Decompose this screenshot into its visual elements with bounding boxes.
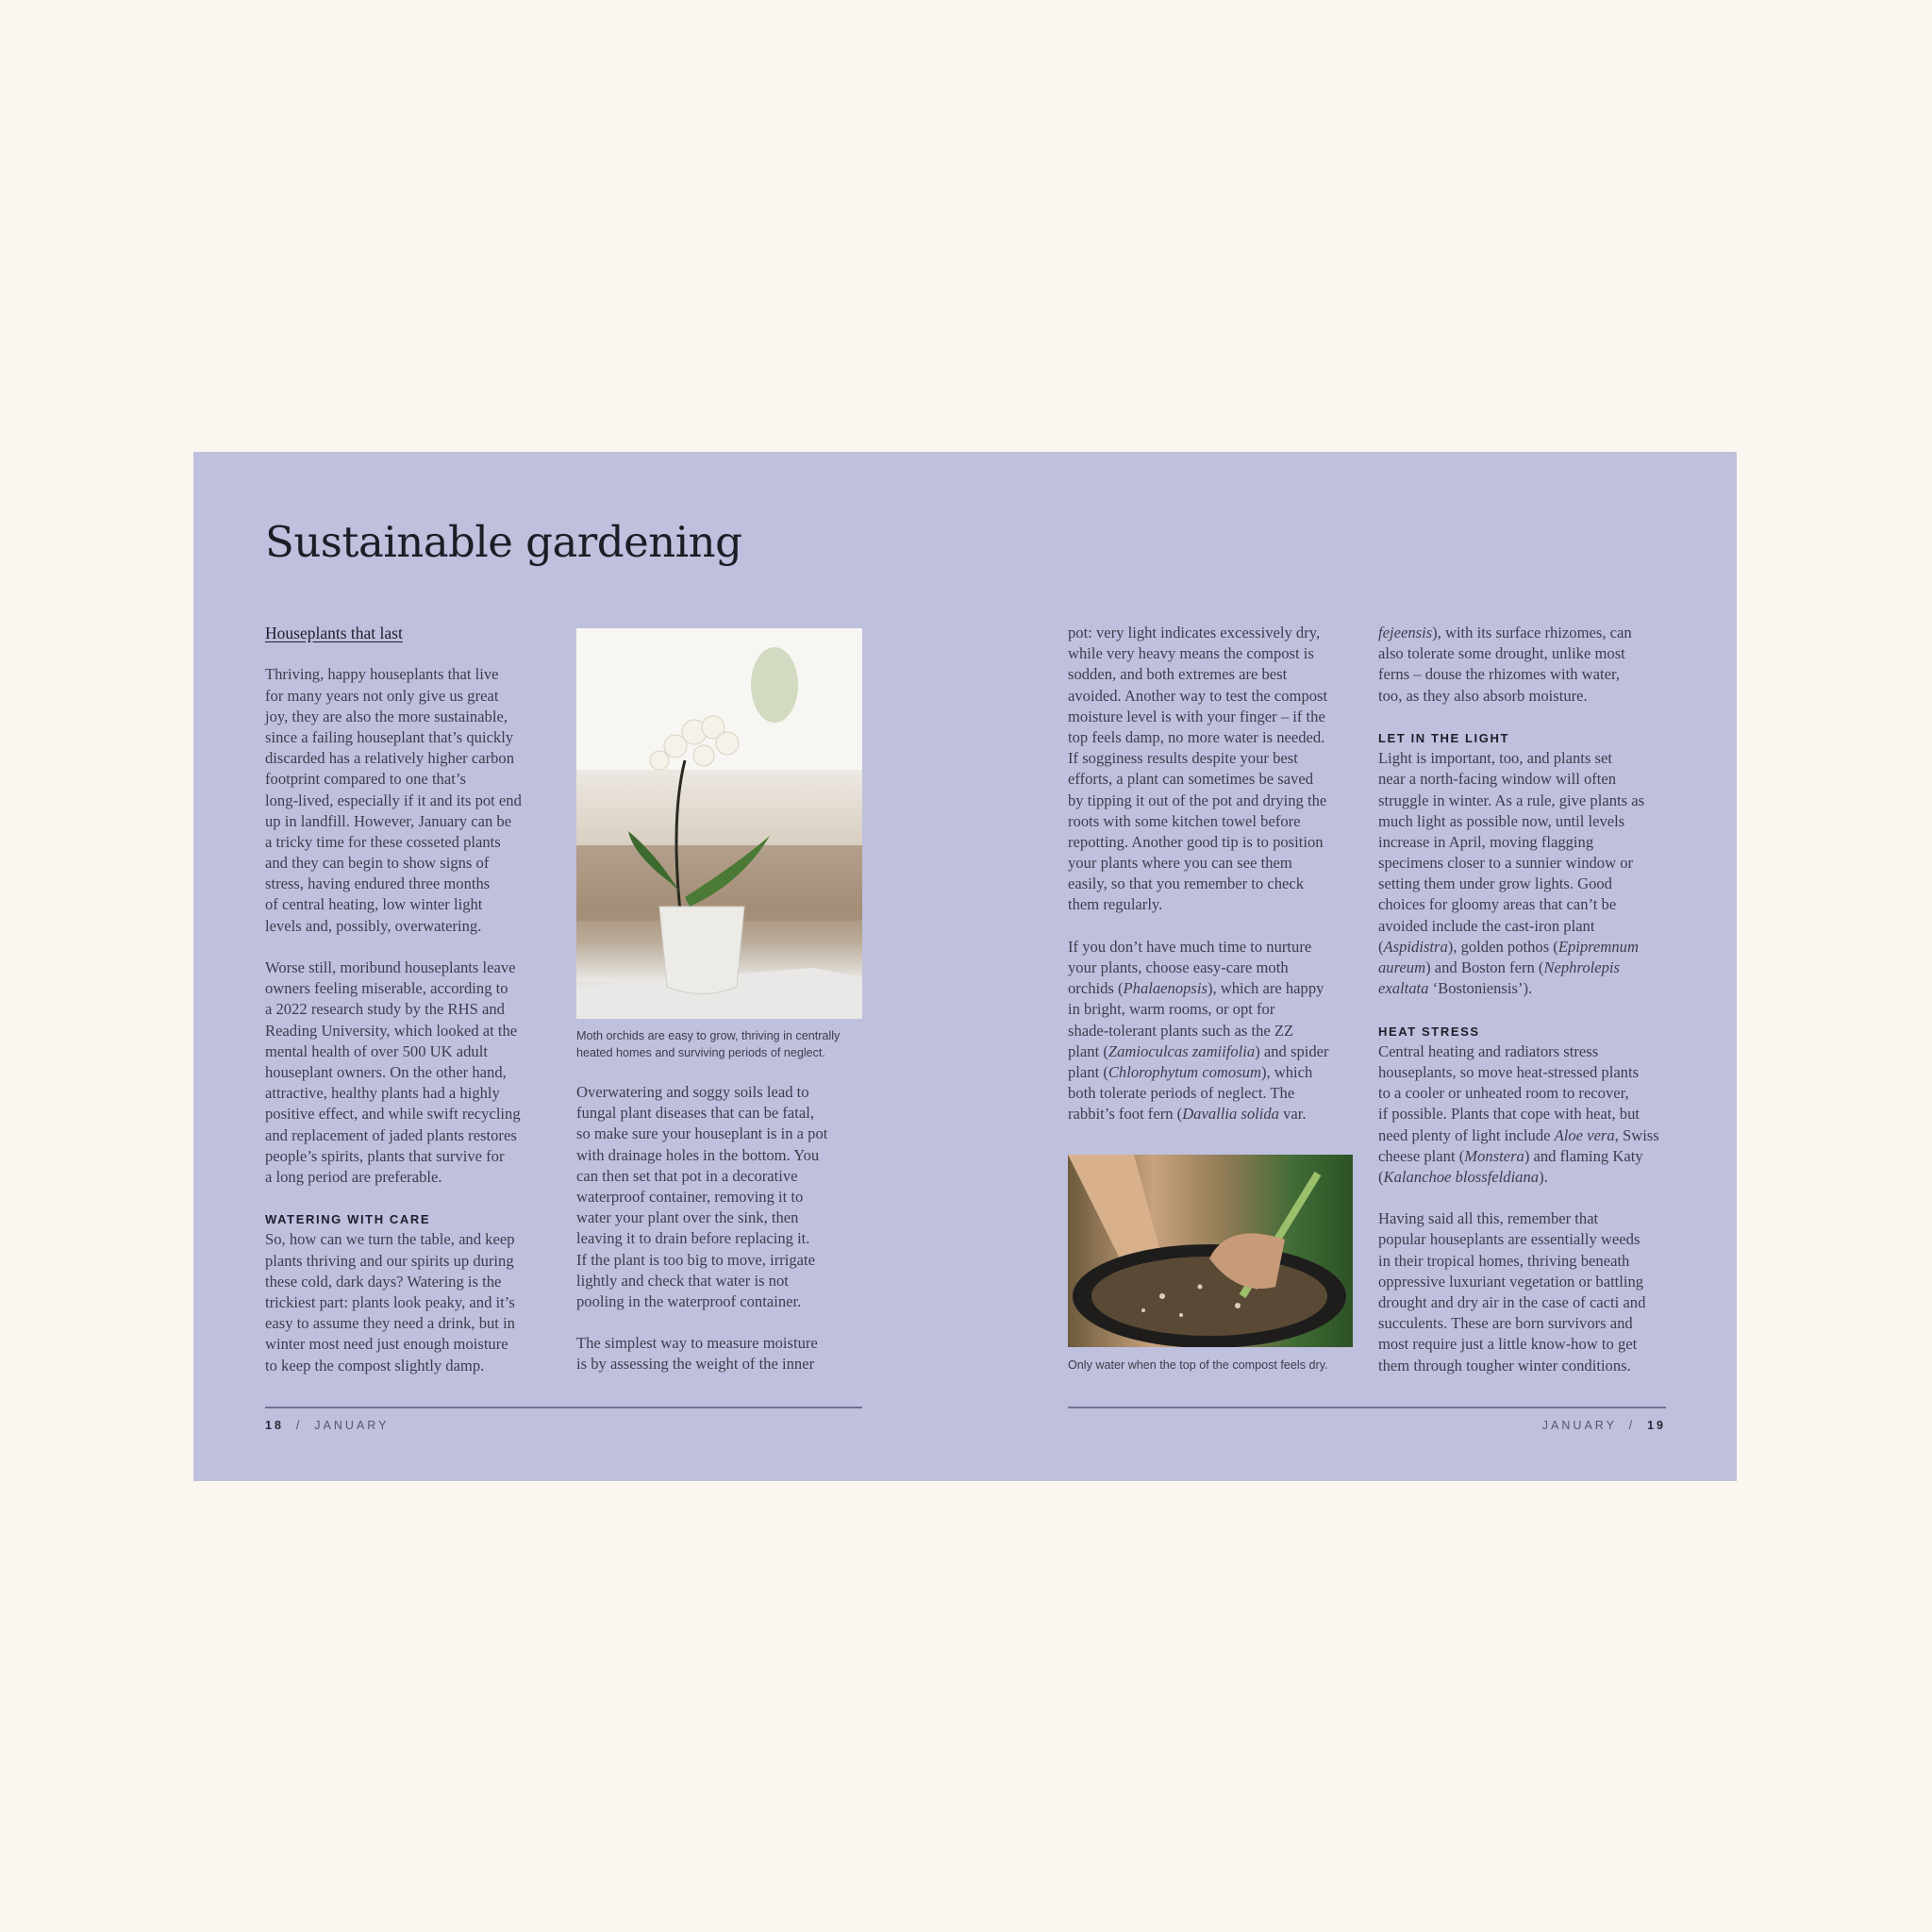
caption-line: heated homes and surviving periods of neglect. (576, 1046, 825, 1059)
text-line: a long period are preferable. (265, 1167, 442, 1186)
text-line: lightly and check that water is not (576, 1271, 789, 1290)
page-title: Sustainable gardening (265, 517, 742, 567)
text-line: near a north-facing window will often (1378, 770, 1617, 789)
text-line: attractive, healthy plants had a highly (265, 1084, 500, 1103)
page-number-left: 18 (265, 1419, 284, 1432)
italic-species-name: Kalanchoe blossfeldiana (1383, 1167, 1540, 1186)
text-line: oppressive luxuriant vegetation or battling (1378, 1272, 1644, 1291)
footer-left (265, 1419, 389, 1432)
blank-line (265, 643, 522, 664)
text-line: If sogginess results despite your best (1068, 749, 1298, 768)
caption-line: Moth orchids are easy to grow, thriving in centrally (576, 1029, 841, 1042)
text-line: if possible. Plants that cope with heat, but (1378, 1105, 1640, 1124)
section-heading: HEAT STRESS (1378, 1024, 1480, 1039)
text-line: by tipping it out of the pot and drying the (1068, 791, 1327, 809)
section-heading: WATERING WITH CARE (265, 1212, 431, 1227)
text-segment: ), golden pothos ( (1447, 937, 1558, 956)
italic-species-name: Nephrolepis (1543, 958, 1620, 976)
text-line (1378, 1167, 1659, 1188)
text-line: is by assessing the weight of the inner (576, 1355, 815, 1374)
text-segment: var. (1278, 1105, 1307, 1124)
text-segment: , Swiss (1614, 1125, 1659, 1144)
text-line: can then set that pot in a decorative (576, 1166, 798, 1185)
text-line: houseplant owners. On the other hand, (265, 1062, 507, 1081)
footer-separator: / (295, 1419, 303, 1432)
text-line: houseplants, so move heat-stressed plants (1378, 1062, 1640, 1081)
text-line: So, how can we turn the table, and keep (265, 1230, 515, 1249)
text-line: setting them under grow lights. Good (1378, 874, 1612, 893)
blank-line (265, 1188, 522, 1208)
text-line: discarded has a relatively higher carbon (265, 749, 515, 768)
text-line: these cold, dark days? Watering is the (265, 1272, 502, 1291)
italic-species-name: fejeensis (1378, 624, 1433, 641)
text-line: drought and dry air in the case of cacti and (1378, 1293, 1646, 1311)
italic-species-name: Davallia solida (1182, 1105, 1279, 1124)
text-line (1378, 1125, 1659, 1146)
text-line: plants thriving and our spirits up during (265, 1251, 514, 1270)
text-line: a 2022 research study by the RHS and (265, 1000, 505, 1019)
footer-separator: / (1628, 1419, 1636, 1432)
compost-photo (1068, 1155, 1353, 1347)
text-line: roots with some kitchen towel before (1068, 811, 1301, 830)
text-segment: ). (1539, 1167, 1548, 1186)
text-line: popular houseplants are essentially weeds (1378, 1230, 1641, 1249)
text-line: Reading University, which looked at the (265, 1021, 518, 1040)
text-line: them through tougher winter conditions. (1378, 1356, 1631, 1374)
text-line (1068, 1062, 1329, 1083)
text-segment: need plenty of light include (1378, 1125, 1555, 1144)
text-line: repotting. Another good tip is to position (1068, 832, 1324, 851)
text-line: winter most need just enough moisture (265, 1335, 508, 1354)
text-line: to a cooler or unheated room to recover, (1378, 1084, 1629, 1103)
text-line: If the plant is too big to move, irrigate (576, 1250, 815, 1269)
text-segment: ), which are happy (1207, 979, 1324, 998)
text-line: ferns – douse the rhizomes with water, (1378, 665, 1621, 684)
blank-line (576, 1312, 827, 1333)
text-line: water your plant over the sink, then (576, 1208, 799, 1227)
text-line: while very heavy means the compost is (1068, 644, 1314, 663)
text-segment: ) and flaming Katy (1524, 1146, 1643, 1165)
blank-line (265, 937, 522, 958)
text-line (1068, 978, 1329, 999)
text-line: struggle in winter. As a rule, give plants as (1378, 791, 1645, 809)
column-2 (576, 1082, 827, 1375)
text-line: Thriving, happy houseplants that live (265, 665, 499, 684)
text-line (1378, 937, 1659, 958)
text-line: Light is important, too, and plants set (1378, 749, 1612, 768)
text-line: also tolerate some drought, unlike most (1378, 644, 1625, 663)
text-line: and they can begin to show signs of (265, 854, 490, 873)
text-line (1378, 1146, 1659, 1167)
text-line: choices for gloomy areas that can’t be (1378, 895, 1617, 914)
text-line: Worse still, moribund houseplants leave (265, 958, 516, 976)
column-4 (1378, 623, 1659, 1376)
italic-species-name: Zamioculcas zamiifolia (1108, 1041, 1256, 1060)
text-line: sodden, and both extremes are best (1068, 665, 1288, 684)
text-segment: ( (1378, 1167, 1384, 1186)
italic-species-name: Aloe vera (1554, 1125, 1615, 1144)
text-line: waterproof container, removing it to (576, 1187, 804, 1206)
text-line: in bright, warm rooms, or opt for (1068, 1000, 1275, 1019)
text-segment: plant ( (1068, 1062, 1108, 1081)
orchid-photo (576, 628, 862, 1019)
text-line: increase in April, moving flagging (1378, 832, 1594, 851)
text-line: to keep the compost slightly damp. (265, 1356, 485, 1374)
text-line: long-lived, especially if it and its pot end (265, 791, 522, 809)
text-line (1378, 623, 1659, 643)
text-line: easy to assume they need a drink, but in (265, 1314, 515, 1333)
italic-species-name: aureum (1378, 958, 1426, 976)
text-line (1068, 1041, 1329, 1062)
text-segment: ), with its surface rhizomes, can (1432, 624, 1632, 641)
text-line: The simplest way to measure moisture (576, 1334, 818, 1353)
text-line: Central heating and radiators stress (1378, 1041, 1599, 1060)
text-line: Overwatering and soggy soils lead to (576, 1083, 809, 1101)
text-segment: ), which (1260, 1062, 1313, 1081)
text-line: so make sure your houseplant is in a pot (576, 1124, 828, 1143)
text-line: owners feeling miserable, according to (265, 979, 508, 998)
italic-species-name: Monstera (1464, 1146, 1524, 1165)
text-line: mental health of over 500 UK adult (265, 1041, 488, 1060)
text-line: avoided. Another way to test the compost (1068, 686, 1328, 705)
text-line: stress, having endured three months (265, 874, 491, 893)
column-1 (265, 623, 522, 1376)
text-line: efforts, a plant can sometimes be saved (1068, 770, 1314, 789)
text-line: both tolerate periods of neglect. The (1068, 1084, 1295, 1103)
text-segment: ) and Boston fern ( (1425, 958, 1544, 976)
text-line: up in landfill. However, January can be (265, 811, 512, 830)
text-line: moisture level is with your finger – if the (1068, 707, 1325, 725)
text-line: them regularly. (1068, 895, 1163, 914)
text-line: positive effect, and while swift recycling (265, 1105, 521, 1124)
text-line: for many years not only give us great (265, 686, 499, 705)
italic-species-name: Epipremnum (1557, 937, 1639, 956)
section-name-right: JANUARY (1541, 1419, 1617, 1432)
text-line: in their tropical homes, thriving beneath (1378, 1251, 1630, 1270)
section-heading: LET IN THE LIGHT (1378, 730, 1509, 745)
blank-line (1378, 1188, 1659, 1208)
text-line: of central heating, low winter light (265, 895, 483, 914)
blank-line (1378, 999, 1659, 1020)
text-segment: cheese plant ( (1378, 1146, 1465, 1165)
section-name-left: JANUARY (314, 1419, 390, 1432)
text-line: your plants where you can see them (1068, 854, 1292, 873)
text-line: most require just a little know-how to get (1378, 1335, 1638, 1354)
blank-line (1068, 916, 1329, 937)
footer-rule-left (265, 1407, 862, 1408)
text-line: people’s spirits, plants that survive for (265, 1146, 505, 1165)
text-line: levels and, possibly, overwatering. (265, 916, 482, 935)
page-number-right: 19 (1647, 1419, 1666, 1432)
text-line: leaving it to drain before replacing it. (576, 1229, 810, 1248)
text-line: specimens closer to a sunnier window or (1378, 854, 1634, 873)
footer-rule-right (1068, 1407, 1666, 1408)
text-line: pot: very light indicates excessively dry, (1068, 624, 1321, 641)
text-line: footprint compared to one that’s (265, 770, 466, 789)
text-line: If you don’t have much time to nurture (1068, 937, 1312, 956)
footer-right (1542, 1419, 1666, 1432)
subheading: Houseplants that last (265, 624, 403, 642)
text-segment: ) and spider (1255, 1041, 1329, 1060)
text-line: fungal plant diseases that can be fatal, (576, 1104, 815, 1123)
text-line: since a failing houseplant that’s quickly (265, 727, 514, 746)
italic-species-name: Chlorophytum comosum (1108, 1062, 1261, 1081)
text-line: trickiest part: plants look peaky, and it’s (265, 1293, 515, 1311)
text-segment: rabbit’s foot fern ( (1068, 1105, 1183, 1124)
text-line: easily, so that you remember to check (1068, 874, 1305, 893)
text-line: your plants, choose easy-care moth (1068, 958, 1289, 976)
text-line (1378, 978, 1659, 999)
orchid-caption (576, 1027, 840, 1061)
text-line: joy, they are also the more sustainable, (265, 707, 508, 725)
text-line: and replacement of jaded plants restores (265, 1125, 517, 1144)
text-line: avoided include the cast-iron plant (1378, 916, 1595, 935)
text-line (1378, 958, 1659, 978)
column-3 (1068, 623, 1329, 1125)
text-segment: ( (1378, 937, 1384, 956)
compost-caption: Only water when the top of the compost feels dry. (1068, 1358, 1328, 1372)
text-line: Having said all this, remember that (1378, 1209, 1599, 1228)
text-line (1068, 1104, 1329, 1124)
italic-species-name: Aspidistra (1383, 937, 1448, 956)
text-segment: orchids ( (1068, 979, 1124, 998)
text-line: with drainage holes in the bottom. You (576, 1145, 820, 1164)
text-line: shade-tolerant plants such as the ZZ (1068, 1021, 1294, 1040)
blank-line (1378, 707, 1659, 727)
text-segment: plant ( (1068, 1041, 1108, 1060)
text-line: top feels damp, no more water is needed. (1068, 727, 1325, 746)
text-line: pooling in the waterproof container. (576, 1291, 802, 1310)
text-line: much light as possible now, until levels (1378, 811, 1625, 830)
text-segment: ‘Bostoniensis’). (1428, 979, 1533, 998)
italic-species-name: Phalaenopsis (1123, 979, 1208, 998)
text-line: too, as they also absorb moisture. (1378, 686, 1588, 705)
italic-species-name: exaltata (1378, 979, 1429, 998)
text-line: succulents. These are born survivors and (1378, 1314, 1633, 1333)
text-line: a tricky time for these cosseted plants (265, 832, 501, 851)
